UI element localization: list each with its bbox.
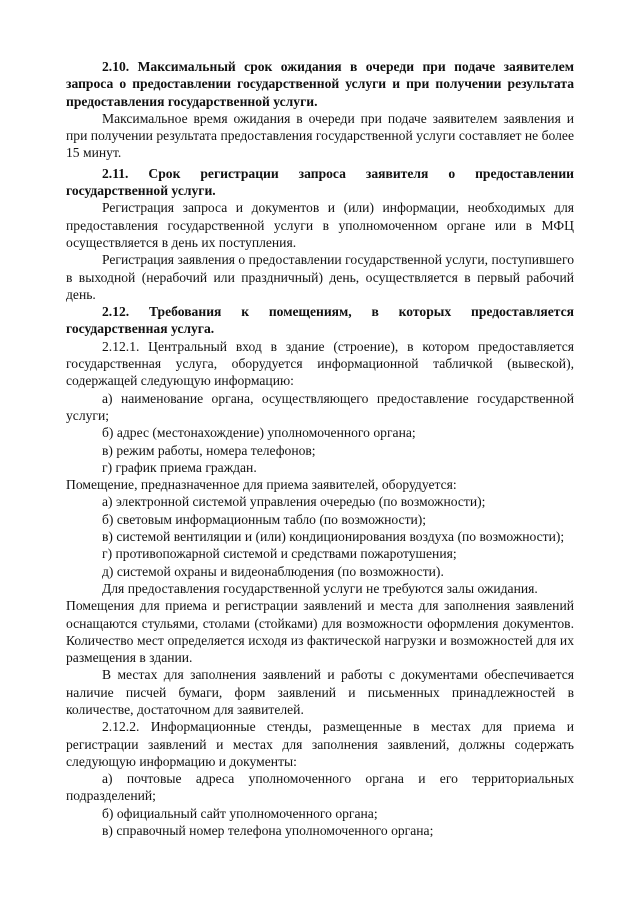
paragraph: В местах для заполнения заявлений и работы с документами обеспечивается наличие писчей бумаги, форм заявлений и письменных принадлежностей в количестве, достаточном для заявителей. <box>66 667 574 717</box>
list-item: а) наименование органа, осуществляющего предоставление государственной услуги; <box>66 390 574 423</box>
paragraph: Помещение, предназначенное для приема заявителей, оборудуется: <box>66 477 457 493</box>
list-item: г) противопожарной системой и средствами пожаротушения; <box>102 546 457 562</box>
paragraph: Для предоставления государственной услуги не требуются залы ожидания. <box>102 580 538 596</box>
list-item: а) электронной системой управления очередью (по возможности); <box>102 494 486 510</box>
paragraph: 2.12.2. Информационные стенды, размещенные в местах для приема и регистрации заявлений и местах для заполнения заявлений, должны содержать следующую информацию и документы: <box>66 719 574 769</box>
list-item: д) системой охраны и видеонаблюдения (по возможности). <box>102 563 444 579</box>
section-heading-2-11: 2.11. Срок регистрации запроса заявителя о предоставлении государственной услуги. <box>66 165 574 199</box>
list-item: б) световым информационным табло (по возможности); <box>102 511 427 527</box>
paragraph: Помещения для приема и регистрации заявлений и места для заполнения заявлений оснащаются стульями, столами (стойками) для возможности оформления документов. Количество мест определяется исходя из фактической нагрузки и возможностей для их размещения в здании. <box>66 598 574 666</box>
section-heading-2-10: 2.10. Максимальный срок ожидания в очереди при подаче заявителем запроса о предоставлении государственной услуги и при получении результата предоставления государственной услуги. <box>66 59 574 109</box>
list-item: в) системой вентиляции и (или) кондиционирования воздуха (по возможности); <box>102 529 565 545</box>
section-heading-2-12: 2.12. Требования к помещениям, в которых предоставляется государственная услуга. <box>66 304 574 337</box>
list-item: в) справочный номер телефона уполномоченного органа; <box>102 823 434 839</box>
paragraph: Регистрация запроса и документов и (или) информации, необходимых для предоставления государственной услуги в уполномоченном органе или в МФЦ осуществляется в день их поступления. <box>66 200 574 250</box>
list-item: б) адрес (местонахождение) уполномоченного органа; <box>102 425 416 441</box>
list-item: б) официальный сайт уполномоченного органа; <box>102 805 378 821</box>
paragraph: 2.12.1. Центральный вход в здание (строение), в котором предоставляется государственная услуга, оборудуется информационной табличкой (вывеской), содержащей следующую информацию: <box>66 338 574 389</box>
paragraph: Максимальное время ожидания в очереди при подаче заявителем заявления и при получении результата предоставления государственной услуги составляет не более 15 минут. <box>66 110 574 161</box>
list-item: в) режим работы, номера телефонов; <box>102 442 316 458</box>
paragraph: Регистрация заявления о предоставлении государственной услуги, поступившего в выходной (нерабочий или праздничный) день, осуществляется в первый рабочий день. <box>66 252 574 302</box>
list-item: а) почтовые адреса уполномоченного органа и его территориальных подразделений; <box>66 771 574 804</box>
list-item: г) график приема граждан. <box>102 459 257 475</box>
